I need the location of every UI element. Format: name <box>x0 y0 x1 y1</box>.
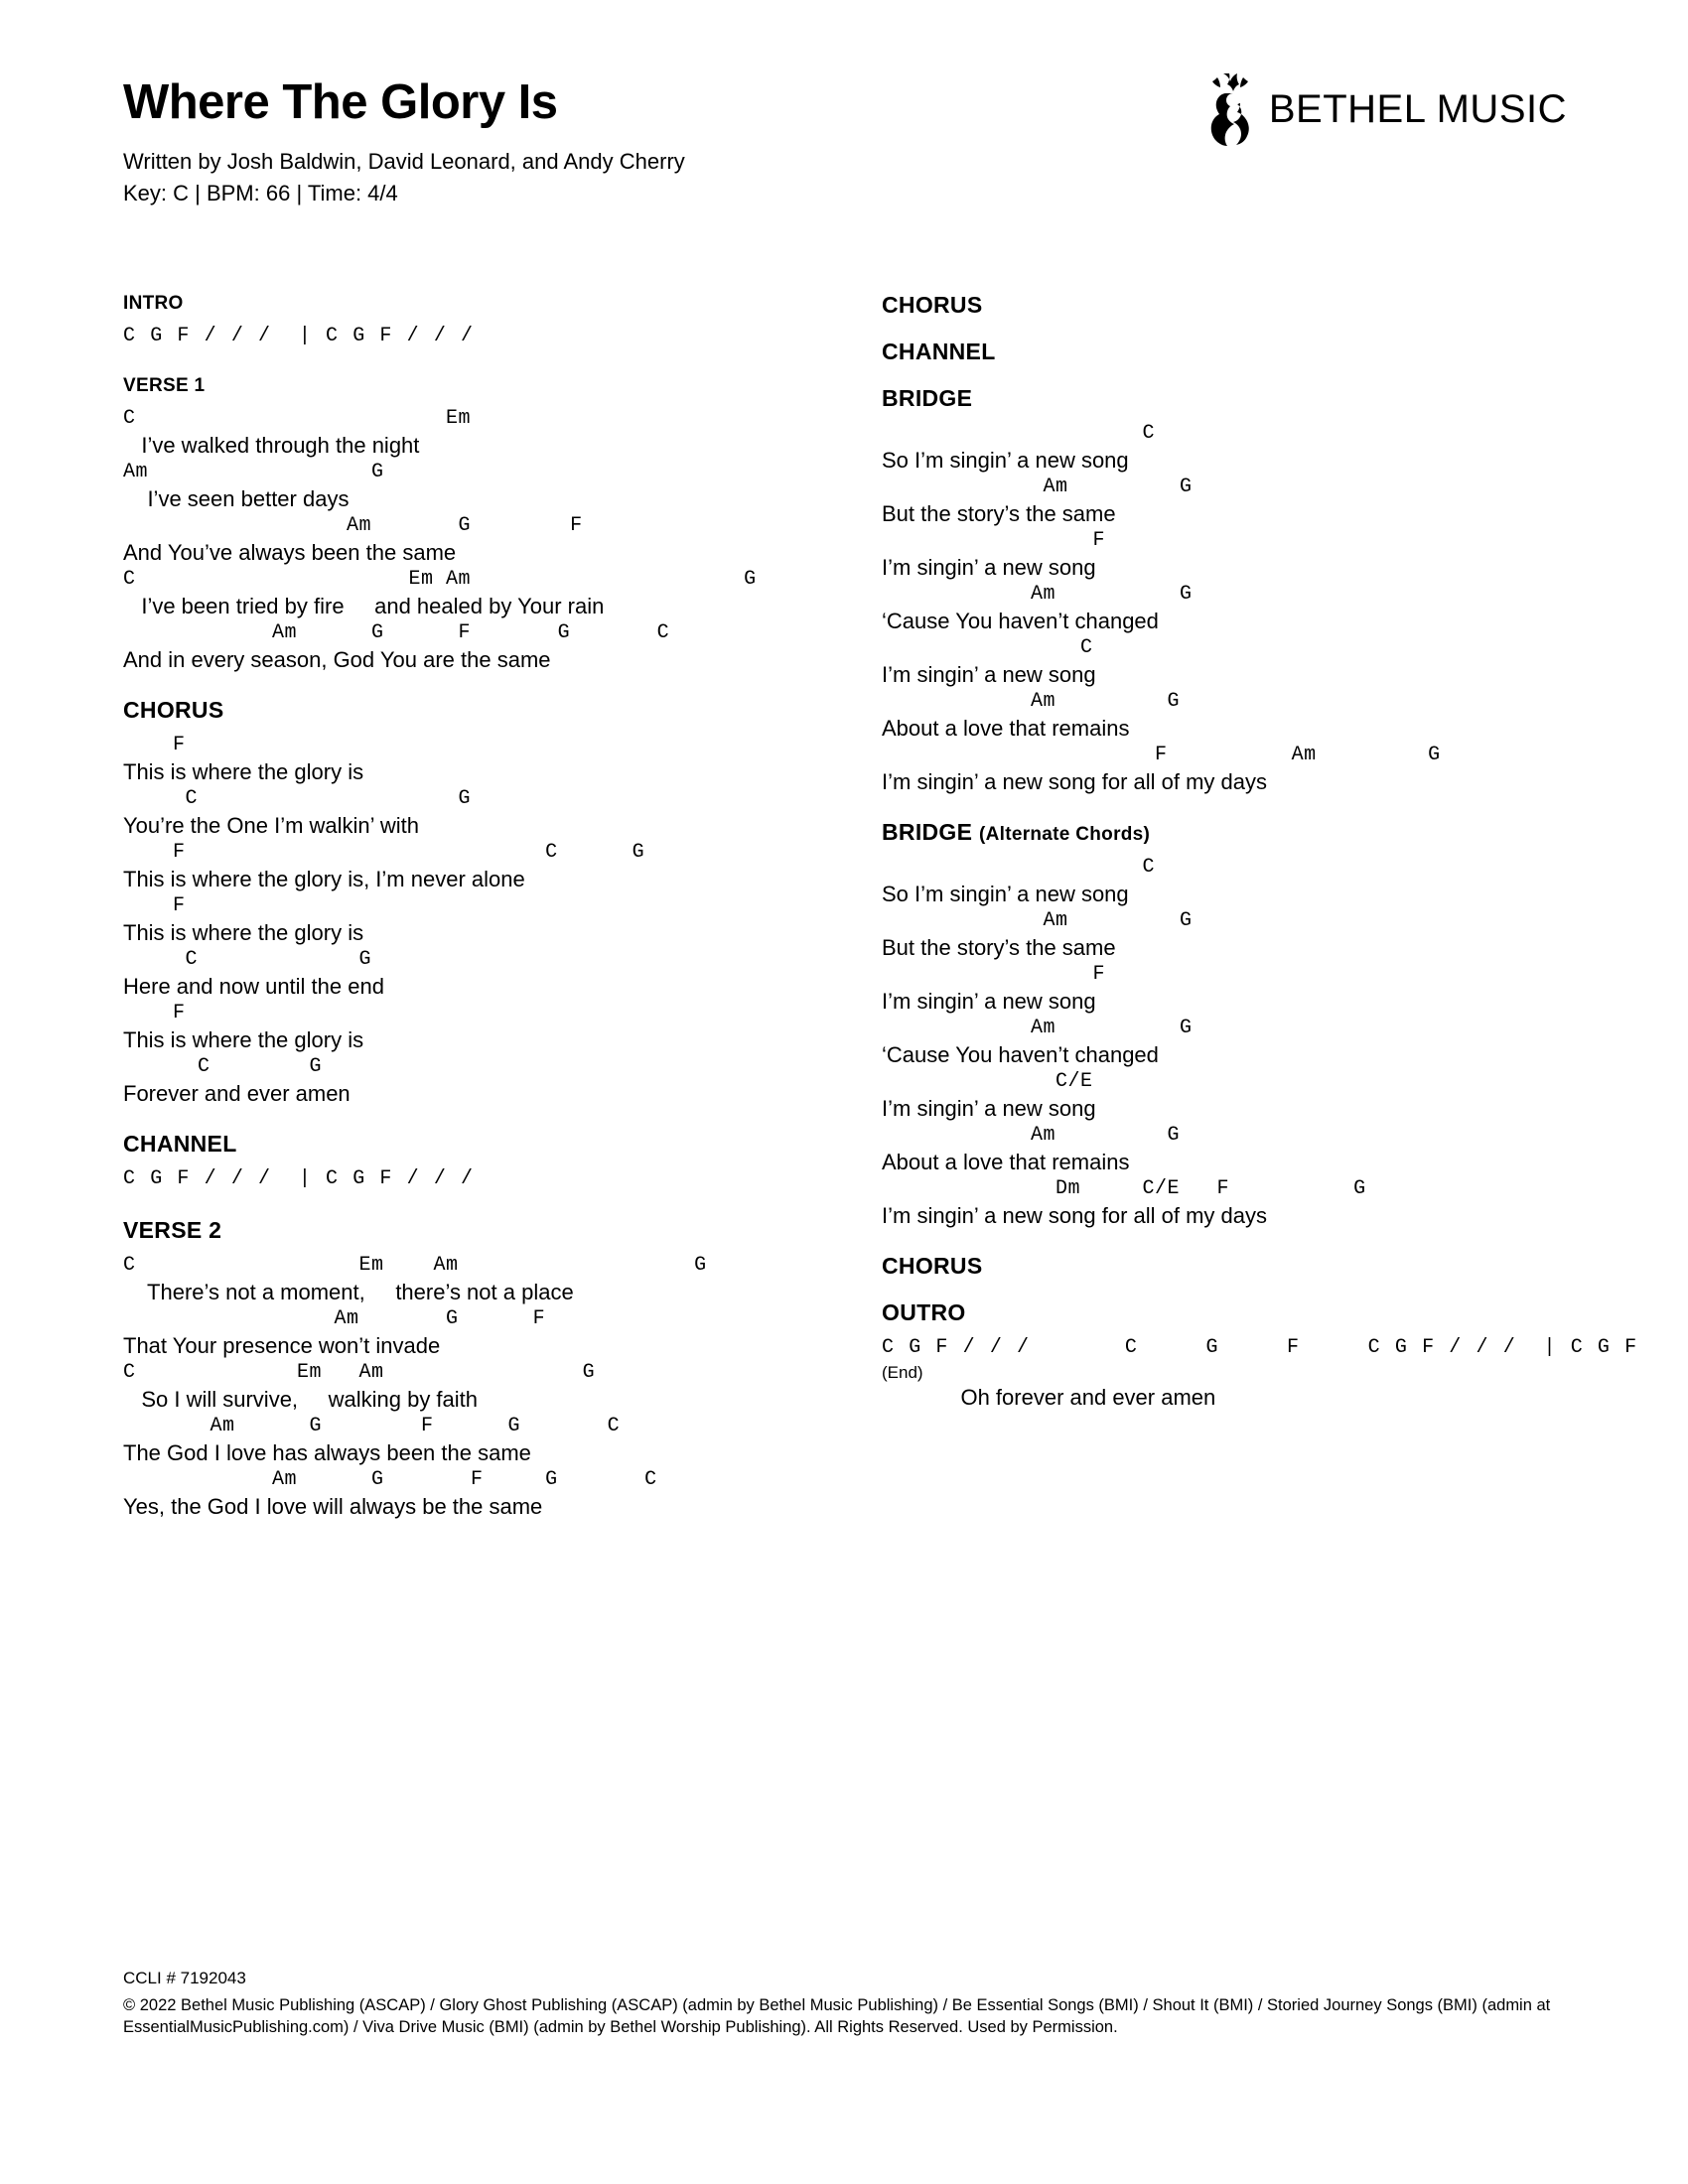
spacer <box>882 1229 1577 1255</box>
lyric-line: This is where the glory is <box>123 920 364 945</box>
section-intro <box>123 294 858 350</box>
chord-line: F <box>882 529 1106 552</box>
bridge-alt-note: (Alternate Chords) <box>978 824 1151 845</box>
section-label-verse-1: VERSE 1 <box>123 375 206 396</box>
logo-text: BETHEL MUSIC <box>1268 86 1567 131</box>
chord-line: C/E <box>882 1070 1093 1093</box>
spacer <box>882 373 1577 387</box>
intro-chords: C G F / / / | C G F / / / <box>123 325 475 347</box>
right-column <box>882 292 1638 1411</box>
chord-line: F Am G <box>882 744 1441 766</box>
chord-line: C G <box>123 787 472 810</box>
chord-line: C Em Am G <box>123 1254 707 1277</box>
lyric-line: Forever and ever amen <box>123 1081 351 1106</box>
chord-line: F <box>123 894 186 917</box>
lyric-line: So I’m singin’ a new song <box>882 882 1129 906</box>
chord-line: Am G <box>882 583 1193 606</box>
lyric-line: About a love that remains <box>882 1150 1130 1174</box>
lyric-line: ‘Cause You haven’t changed <box>882 609 1159 633</box>
section-label-chorus-ref-2: CHORUS <box>882 1253 983 1279</box>
lyric-line: I’m singin’ a new song <box>882 555 1096 580</box>
lyric-line: And in every season, God You are the same <box>123 647 551 672</box>
chord-line: C G <box>123 948 372 971</box>
lyric-line: So I will survive, walking by faith <box>123 1387 479 1412</box>
spacer <box>882 1288 1577 1301</box>
section-label-chorus: CHORUS <box>123 697 224 723</box>
channel-chords: C G F / / / | C G F / / / <box>123 1167 475 1190</box>
outro-chords: C G F / / / C G F C G F / / / | C G F <box>882 1336 1638 1359</box>
section-label-verse-2: VERSE 2 <box>123 1217 222 1243</box>
section-label-channel: CHANNEL <box>123 1131 237 1157</box>
section-chorus-reference-2 <box>882 1255 1577 1278</box>
section-verse-2 <box>123 1219 858 1520</box>
lyric-line: I’m singin’ a new song for all of my days <box>882 769 1268 794</box>
section-bridge <box>882 387 1577 795</box>
lyric-line: The God I love has always been the same <box>123 1440 531 1465</box>
chord-line: C <box>882 856 1156 879</box>
chord-line: C <box>882 422 1156 445</box>
chord-line: Dm C/E F G <box>882 1177 1366 1200</box>
lyric-line: You’re the One I’m walkin’ with <box>123 813 419 838</box>
chord-line: Am G F G C <box>123 621 670 644</box>
page-title: Where The Glory Is <box>123 75 558 129</box>
section-chorus <box>123 699 858 1107</box>
left-column <box>123 294 858 1520</box>
section-label-channel-ref: CHANNEL <box>882 339 996 364</box>
chord-line: F <box>882 963 1106 986</box>
spacer <box>882 795 1577 821</box>
chord-line: Am G <box>882 1124 1181 1147</box>
lyric-line: Here and now until the end <box>123 974 384 999</box>
section-label-chorus-ref: CHORUS <box>882 292 983 318</box>
lyric-line: I’ve been tried by fire and healed by Your rain <box>123 594 605 618</box>
chord-line: Am G F G C <box>123 1415 621 1437</box>
section-label-bridge: BRIDGE <box>882 385 973 411</box>
chord-line: C Em <box>123 407 472 430</box>
lyric-line: And You’ve always been the same <box>123 540 457 565</box>
spacer <box>123 350 858 376</box>
deer-icon <box>1199 71 1255 147</box>
document-footer <box>123 1968 1573 2038</box>
chord-line: C <box>882 636 1093 659</box>
lyric-line: Yes, the God I love will always be the same <box>123 1494 543 1519</box>
lyric-line: There’s not a moment, there’s not a place <box>123 1280 574 1304</box>
writers-credit: Written by Josh Baldwin, David Leonard, and Andy Cherry <box>123 149 685 175</box>
lyric-line: That Your presence won’t invade <box>123 1333 441 1358</box>
chord-line: Am G <box>882 476 1193 498</box>
outro-end-note: (End) <box>882 1363 923 1382</box>
chord-line: F <box>123 1002 186 1024</box>
chord-line: Am G <box>882 909 1193 932</box>
chord-line: C G <box>123 1055 323 1078</box>
spacer <box>123 673 858 699</box>
lyric-line: I’m singin’ a new song for all of my days <box>882 1203 1268 1228</box>
section-label-bridge-alt <box>882 821 1577 844</box>
lyric-line: About a love that remains <box>882 716 1130 741</box>
section-bridge-alternate <box>882 821 1577 1229</box>
chord-line: F C G <box>123 841 645 864</box>
lyric-line: But the story’s the same <box>882 501 1116 526</box>
chord-line: Am G F <box>123 1307 546 1330</box>
lyric-line: I’m singin’ a new song <box>882 1096 1096 1121</box>
lyric-line: I’m singin’ a new song <box>882 989 1096 1014</box>
section-verse-1 <box>123 376 858 673</box>
lyric-line: This is where the glory is, I’m never alone <box>123 867 525 891</box>
chord-line: C Em Am G <box>123 1361 596 1384</box>
outro-lyric: Oh forever and ever amen <box>882 1385 1216 1410</box>
spacer <box>123 1107 858 1133</box>
lyric-line: ‘Cause You haven’t changed <box>882 1042 1159 1067</box>
section-label-outro: OUTRO <box>882 1299 966 1325</box>
lyric-line: I’ve walked through the night <box>123 433 420 458</box>
chord-line: Am G <box>882 1017 1193 1039</box>
section-outro <box>882 1299 1638 1411</box>
key-bpm-time: Key: C | BPM: 66 | Time: 4/4 <box>123 181 398 206</box>
lyric-line: This is where the glory is <box>123 1027 364 1052</box>
lyric-line: This is where the glory is <box>123 759 364 784</box>
chord-line: C Em Am G <box>123 568 757 591</box>
lyric-line: So I’m singin’ a new song <box>882 448 1129 473</box>
chord-line: Am G <box>882 690 1181 713</box>
lyric-line: I’m singin’ a new song <box>882 662 1096 687</box>
lyric-line: But the story’s the same <box>882 935 1116 960</box>
ccli-number: CCLI # 7192043 <box>123 1969 246 1987</box>
bridge-alt-label: BRIDGE <box>882 819 973 845</box>
chord-line: Am G F G C <box>123 1468 657 1491</box>
chord-line: Am G F <box>123 514 583 537</box>
copyright-text: © 2022 Bethel Music Publishing (ASCAP) / Glory Ghost Publishing (ASCAP) (admin by Bethel Music Publishing) / Be Essential Songs (BMI) / Shout It (BMI) / Storied Journey Songs (BMI) (admin at EssentialMusicPublishing.com) / Viva Drive Music (BMI) (admin by Bethel Worship Publishing). All Rights Reserved. Used by Permission. <box>123 1995 1551 2037</box>
chord-line: F <box>123 734 186 756</box>
section-channel <box>123 1133 858 1193</box>
lyric-line: I’ve seen better days <box>123 486 350 511</box>
section-channel-reference <box>882 341 1577 363</box>
bethel-music-logo <box>1199 71 1567 147</box>
section-chorus-reference <box>882 294 1577 317</box>
section-label-intro: INTRO <box>123 293 184 314</box>
chord-line: Am G <box>123 461 384 483</box>
spacer <box>123 1193 858 1219</box>
